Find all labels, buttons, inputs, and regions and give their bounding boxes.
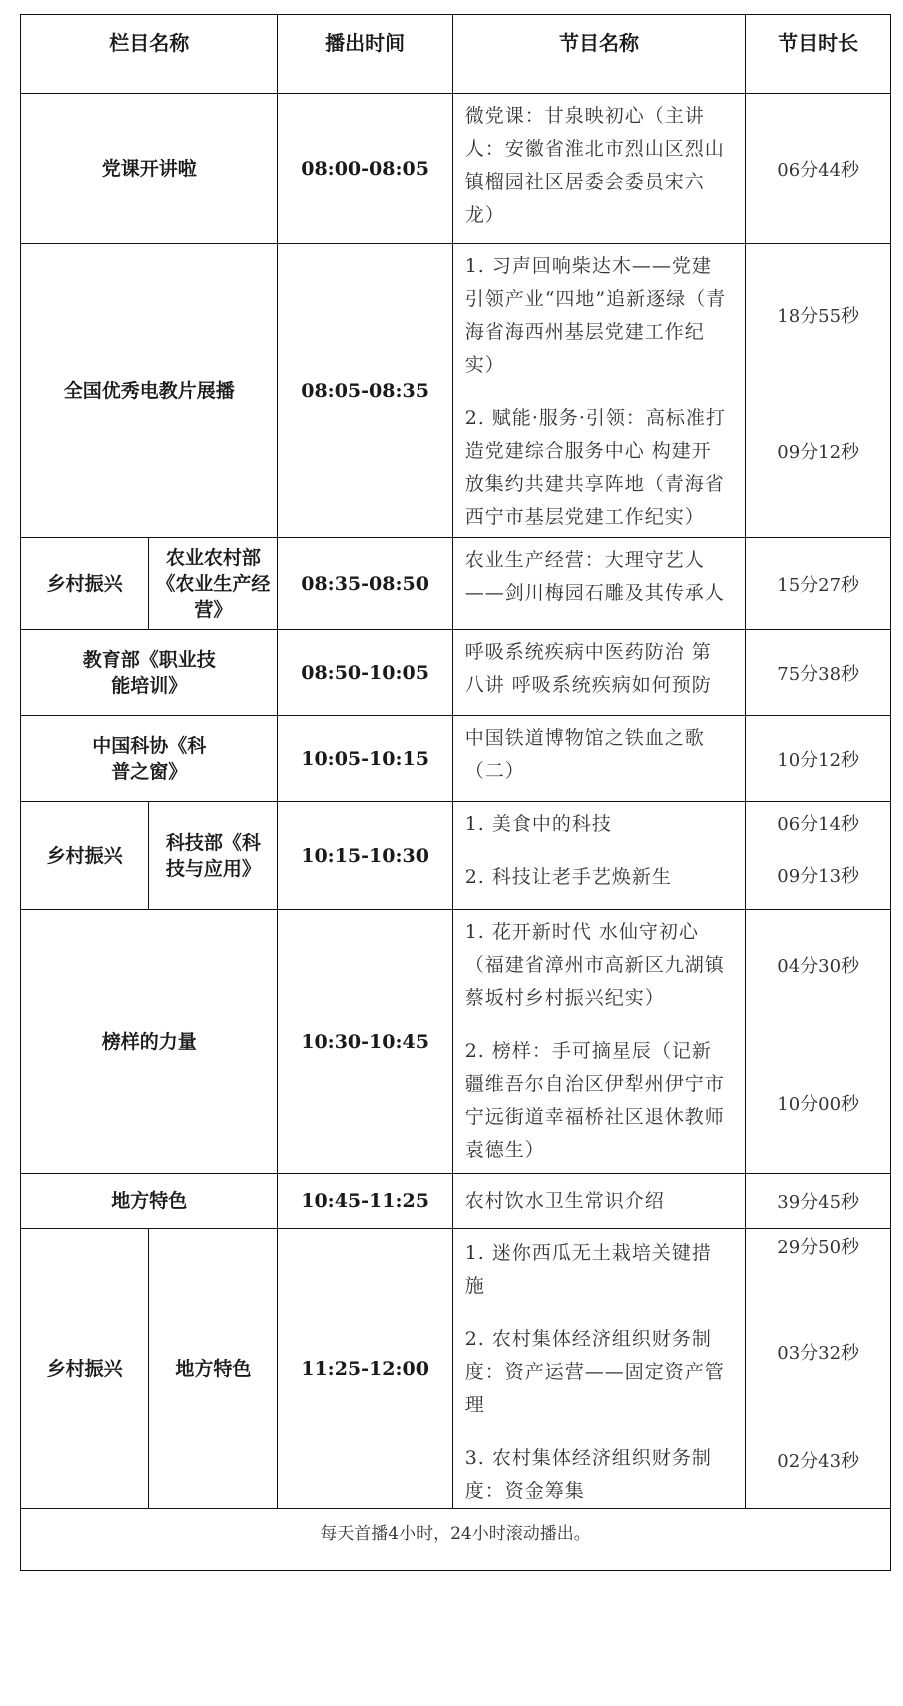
sub-column-name: 科技部《科技与应用》 xyxy=(149,802,278,910)
schedule-table xyxy=(20,14,891,1571)
air-time: 10:15-10:30 xyxy=(278,802,452,910)
sub-column-name: 农业农村部《农业生产经营》 xyxy=(149,538,278,630)
program-cell xyxy=(452,802,746,910)
duration: 10分12秒 xyxy=(777,749,860,771)
program-title: 农业生产经营：大理守艺人——剑川梅园石雕及其传承人 xyxy=(464,549,725,604)
duration: 39分45秒 xyxy=(777,1192,860,1213)
schedule-sheet xyxy=(20,14,891,1571)
duration: 09分13秒 xyxy=(777,866,860,887)
table-row xyxy=(21,94,891,244)
table-row xyxy=(21,1229,891,1509)
program-cell xyxy=(452,1174,746,1229)
air-time: 08:05-08:35 xyxy=(278,244,452,538)
header-row xyxy=(21,15,891,94)
program-cell xyxy=(452,94,746,244)
duration-cell xyxy=(746,244,891,538)
table-row xyxy=(21,716,891,802)
duration-cell xyxy=(746,538,891,630)
air-time: 11:25-12:00 xyxy=(278,1229,452,1509)
program-title: 2. 科技让老手艺焕新生 xyxy=(464,866,672,888)
duration: 09分12秒 xyxy=(777,442,860,463)
table-row xyxy=(21,538,891,630)
program-title: 微党课：甘泉映初心（主讲人：安徽省淮北市烈山区烈山镇榴园社区居委会委员宋六龙） xyxy=(464,105,725,226)
table-row xyxy=(21,244,891,538)
program-title: 中国铁道博物馆之铁血之歌（二） xyxy=(464,727,705,782)
column-name: 榜样的力量 xyxy=(21,910,278,1174)
air-time: 08:00-08:05 xyxy=(278,94,452,244)
program-title: 农村饮水卫生常识介绍 xyxy=(464,1189,665,1212)
duration: 15分27秒 xyxy=(777,574,860,596)
air-time: 08:50-10:05 xyxy=(278,630,452,716)
column-name: 乡村振兴 xyxy=(21,538,149,630)
program-title: 2. 农村集体经济组织财务制度：资产运营——固定资产管理 xyxy=(464,1328,725,1416)
table-row xyxy=(21,1174,891,1229)
program-title: 2. 榜样：手可摘星辰（记新疆维吾尔自治区伊犁州伊宁市宁远街道幸福桥社区退休教师袁德生） xyxy=(464,1040,725,1161)
duration: 06分14秒 xyxy=(777,814,860,835)
table-row xyxy=(21,802,891,910)
duration-cell xyxy=(746,1229,891,1509)
duration: 04分30秒 xyxy=(777,956,860,977)
duration-cell xyxy=(746,630,891,716)
sub-column-name: 地方特色 xyxy=(149,1229,278,1509)
table-row xyxy=(21,630,891,716)
column-name: 教育部《职业技能培训》 xyxy=(21,630,278,716)
air-time: 10:05-10:15 xyxy=(278,716,452,802)
program-cell xyxy=(452,1229,746,1509)
duration: 18分55秒 xyxy=(777,306,860,327)
table-row xyxy=(21,910,891,1174)
duration: 03分32秒 xyxy=(777,1343,860,1364)
duration-cell xyxy=(746,802,891,910)
program-cell xyxy=(452,538,746,630)
duration-cell xyxy=(746,1174,891,1229)
program-title: 1. 美食中的科技 xyxy=(464,813,612,835)
program-cell xyxy=(452,716,746,802)
program-cell xyxy=(452,244,746,538)
program-title: 呼吸系统疾病中医药防治 第八讲 呼吸系统疾病如何预防 xyxy=(464,641,712,696)
air-time: 10:45-11:25 xyxy=(278,1174,452,1229)
duration-cell xyxy=(746,716,891,802)
duration: 02分43秒 xyxy=(777,1451,860,1472)
duration: 29分50秒 xyxy=(777,1237,860,1258)
column-name: 乡村振兴 xyxy=(21,1229,149,1509)
duration: 10分00秒 xyxy=(777,1094,860,1115)
column-name: 地方特色 xyxy=(21,1174,278,1229)
column-name: 乡村振兴 xyxy=(21,802,149,910)
duration: 06分44秒 xyxy=(777,159,860,181)
program-title: 2. 赋能·服务·引领：高标准打造党建综合服务中心 构建开放集约共建共享阵地（青海省西宁市基层党建工作纪实） xyxy=(464,407,726,528)
program-title: 1. 习声回响柴达木——党建引领产业“四地”追新逐绿（青海省海西州基层党建工作纪实） xyxy=(464,255,727,376)
program-cell xyxy=(452,910,746,1174)
program-cell xyxy=(452,630,746,716)
header-column: 栏目名称 xyxy=(21,15,278,94)
column-name: 全国优秀电教片展播 xyxy=(21,244,278,538)
column-name: 党课开讲啦 xyxy=(21,94,278,244)
air-time: 10:30-10:45 xyxy=(278,910,452,1174)
column-name: 中国科协《科普之窗》 xyxy=(21,716,278,802)
footer-row xyxy=(21,1509,891,1571)
footer-note: 每天首播4小时，24小时滚动播出。 xyxy=(21,1509,891,1571)
header-duration: 节目时长 xyxy=(746,15,891,94)
header-program: 节目名称 xyxy=(452,15,746,94)
program-title: 1. 迷你西瓜无土栽培关键措施 xyxy=(464,1242,712,1297)
header-time: 播出时间 xyxy=(278,15,452,94)
duration: 75分38秒 xyxy=(777,663,860,685)
program-title: 3. 农村集体经济组织财务制度：资金筹集 xyxy=(464,1447,712,1502)
duration-cell xyxy=(746,910,891,1174)
program-title: 1. 花开新时代 水仙守初心（福建省漳州市高新区九湖镇蔡坂村乡村振兴纪实） xyxy=(464,921,725,1009)
air-time: 08:35-08:50 xyxy=(278,538,452,630)
duration-cell xyxy=(746,94,891,244)
